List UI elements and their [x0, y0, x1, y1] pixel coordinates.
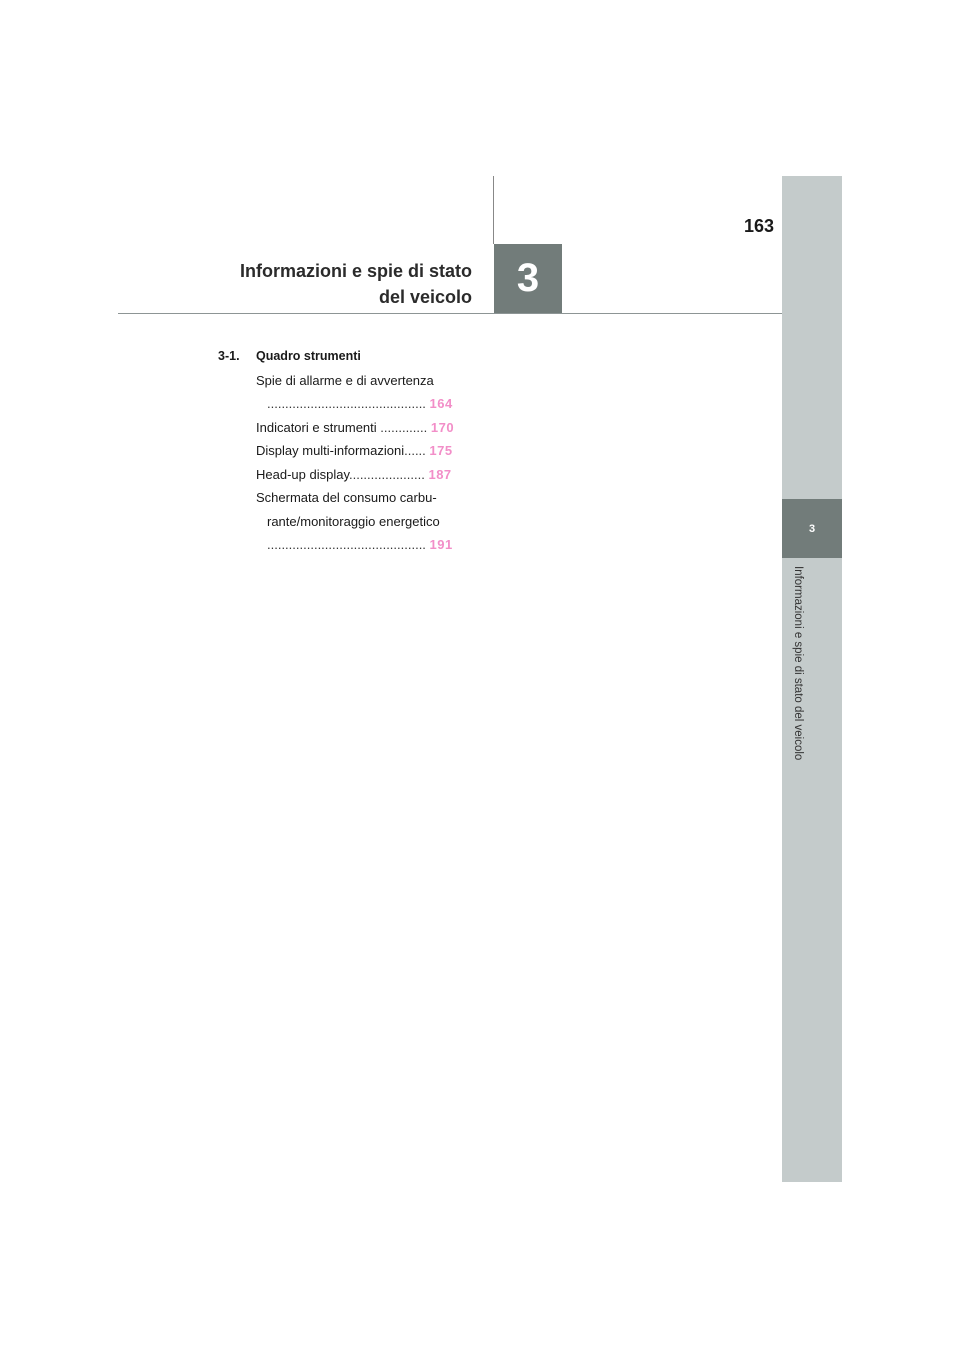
- toc-entry-title: Schermata del consumo carbu-: [256, 490, 437, 505]
- toc-entry[interactable]: [218, 463, 478, 487]
- side-tab-label: Informazioni e spie di stato del veicolo: [792, 566, 804, 761]
- toc-section-number: 3-1.: [218, 349, 240, 363]
- toc-entry[interactable]: [218, 369, 478, 416]
- page-number: 163: [743, 216, 774, 236]
- toc-entry-dots: ............................................: [267, 537, 426, 552]
- toc-entry-leader-row: [256, 439, 478, 463]
- toc-entry-title: Display multi-informazioni: [256, 443, 405, 458]
- toc-section-title: Quadro strumenti: [256, 349, 361, 363]
- toc-entry[interactable]: [218, 439, 478, 463]
- toc-entry-title: Spie di allarme e di avvertenza: [256, 372, 434, 388]
- toc-entry-dots: ............................................: [267, 396, 426, 411]
- chapter-title-line1: Informazioni e spie di stato: [239, 261, 472, 281]
- toc-entry-title: Indicatori e strumenti: [256, 419, 377, 435]
- toc-entry-dots: ......: [404, 443, 426, 458]
- toc-entry-leader-row: [256, 463, 478, 487]
- toc-page-link[interactable]: 164: [429, 396, 453, 411]
- header-vertical-divider: [493, 176, 494, 244]
- toc-entry-leader-row: [256, 416, 478, 440]
- chapter-title: [190, 258, 472, 310]
- chapter-number-box: 3: [494, 244, 562, 313]
- toc-entry[interactable]: [218, 486, 478, 557]
- toc-entry-leader-row: [256, 533, 478, 557]
- toc-entry-title: Head-up display: [256, 466, 349, 482]
- toc-entry-title-continued: rante/monitoraggio energetico: [267, 513, 440, 529]
- toc-page-link[interactable]: 187: [428, 466, 452, 482]
- toc-page-link[interactable]: 170: [430, 419, 455, 435]
- chapter-side-tab[interactable]: 3: [782, 499, 842, 558]
- toc-entry-dots: .............: [376, 419, 428, 435]
- toc-entry-dots: .....................: [348, 466, 425, 482]
- toc-page-link[interactable]: 175: [429, 443, 453, 458]
- toc-page-link[interactable]: 191: [429, 537, 453, 552]
- toc-section-heading: [218, 345, 478, 369]
- toc-entry-leader-row: [256, 392, 478, 416]
- header-rule: [118, 313, 782, 314]
- table-of-contents: [218, 345, 478, 557]
- toc-entry[interactable]: [218, 416, 478, 440]
- chapter-title-line2: del veicolo: [378, 287, 472, 307]
